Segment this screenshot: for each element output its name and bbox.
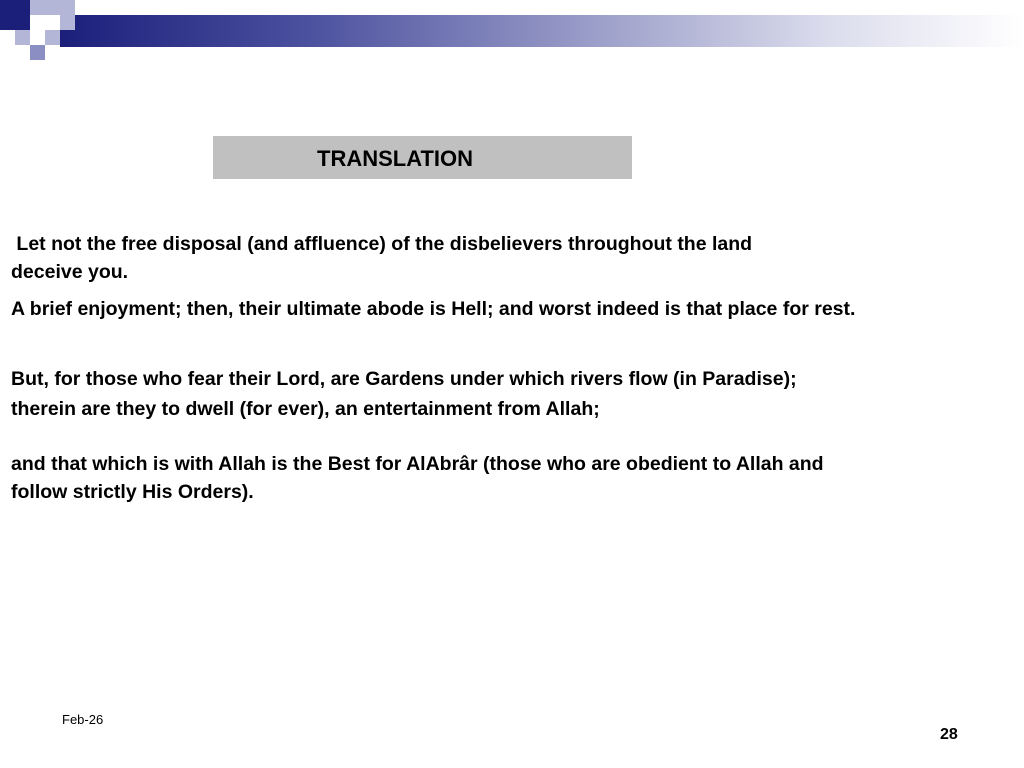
decor-square xyxy=(15,30,30,45)
decor-square xyxy=(15,15,30,30)
slide-title: TRANSLATION xyxy=(317,146,474,171)
paragraph-line: Let not the free disposal (and affluence) of the disbelievers throughout the land xyxy=(11,233,753,255)
paragraph-line: and that which is with Allah is the Best for AlAbrâr (those who are obedient to Allah and xyxy=(11,453,824,475)
paragraph-3 xyxy=(11,364,797,424)
paragraph-line: therein are they to dwell (for ever), an entertainment from Allah; xyxy=(11,398,600,420)
title-box xyxy=(213,136,632,179)
decor-square xyxy=(30,0,45,15)
decor-square xyxy=(30,45,45,60)
paragraph-4 xyxy=(11,450,824,506)
footer-date: Feb-26 xyxy=(62,712,104,727)
page-number: 28 xyxy=(940,726,958,743)
paragraph-line: But, for those who fear their Lord, are Gardens under which rivers flow (in Paradise); xyxy=(11,368,797,390)
header-gradient-bar xyxy=(60,15,1024,47)
decor-square xyxy=(45,30,60,45)
paragraph-1 xyxy=(11,230,752,286)
decor-square xyxy=(45,15,60,30)
paragraph-line: deceive you. xyxy=(11,261,129,283)
paragraph-2 xyxy=(11,295,855,323)
paragraph-line: follow strictly His Orders). xyxy=(11,481,254,503)
paragraph-line: A brief enjoyment; then, their ultimate abode is Hell; and worst indeed is that place for rest. xyxy=(11,298,856,320)
